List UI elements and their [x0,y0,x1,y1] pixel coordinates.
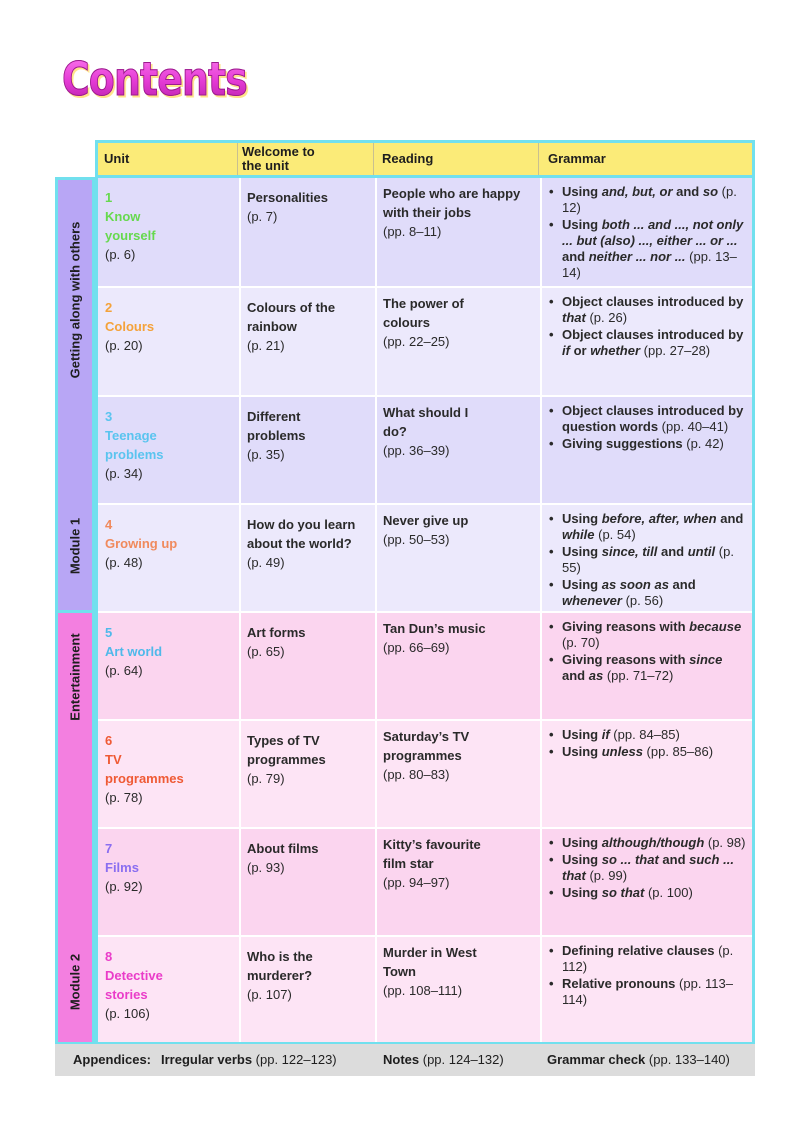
reading-cell [376,829,539,935]
welcome-title: Who is the murderer? [247,949,313,983]
unit-number: 7 [105,841,113,856]
contents-table [55,140,755,1045]
module-2-label: Module 2 [67,953,83,1011]
reading-cell [376,505,539,611]
unit-cell [98,288,238,395]
unit-number: 2 [105,300,113,315]
irregular-verbs-pages: (pp. 122–123) [255,1052,337,1067]
welcome-cell [240,178,374,286]
unit-number: 8 [105,949,113,964]
welcome-page: (p. 21) [247,338,285,353]
grammar-cell [541,178,752,286]
unit-name: Growing up [105,536,178,551]
welcome-cell [240,505,374,611]
unit-cell [98,178,238,286]
unit-name: Art world [105,644,163,659]
reading-title: What should I do? [383,405,469,439]
welcome-page: (p. 65) [247,644,285,659]
welcome-page: (p. 35) [247,447,285,462]
grammar-cell [541,397,752,503]
module-1-theme: Getting along with others [67,222,83,379]
unit-page: (p. 48) [105,555,143,570]
reading-cell [376,288,539,395]
welcome-cell [240,397,374,503]
welcome-title: Different problems [247,409,306,443]
unit-row [98,613,752,719]
unit-cell [98,721,238,827]
reading-cell [376,397,539,503]
header-grammar: Grammar [548,150,606,166]
reading-cell [376,721,539,827]
unit-name: TV programmes [105,752,184,786]
unit-page: (p. 92) [105,879,143,894]
unit-name: Colours [105,319,155,334]
welcome-page: (p. 107) [247,987,292,1002]
reading-cell [376,613,539,719]
welcome-cell [240,613,374,719]
reading-title: Never give up [383,513,469,528]
reading-page: (pp. 8–11) [383,224,442,239]
welcome-page: (p. 79) [247,771,285,786]
grammar-cell [541,937,752,1045]
module-2-theme: Entertainment [67,633,83,722]
grammar-item: • Using so ... that and such ... that (p. 99) [549,852,746,884]
grammar-item: • Relative pronouns (pp. 113–114) [549,976,746,1008]
unit-page: (p. 34) [105,466,143,481]
reading-page: (pp. 22–25) [383,334,450,349]
reading-title: Saturday’s TV programmes [383,729,470,763]
appendices-label: Appendices: [73,1052,152,1067]
unit-cell [98,397,238,503]
appendices-bar [55,1044,755,1076]
grammar-item: • Object clauses introduced by if or whether (pp. 27–28) [549,327,746,359]
grammar-item: • Object clauses introduced by question words (pp. 40–41) [549,403,746,435]
unit-cell [98,937,238,1045]
grammar-cell [541,505,752,611]
reading-title: Murder in West Town [383,945,477,979]
unit-number: 6 [105,733,113,748]
unit-cell [98,613,238,719]
grammar-cell [541,721,752,827]
page-title: Contents [62,52,247,106]
unit-page: (p. 20) [105,338,143,353]
unit-row [98,829,752,935]
unit-cell [98,829,238,935]
welcome-title: Types of TV programmes [247,733,326,767]
unit-page: (p. 106) [105,1006,150,1021]
grammar-item: • Giving reasons with because (p. 70) [549,619,746,651]
reading-page: (pp. 66–69) [383,640,450,655]
grammar-check-label: Grammar check [547,1052,646,1067]
reading-page: (pp. 108–111) [383,983,463,998]
grammar-item: • Using and, but, or and so (p. 12) [549,184,746,216]
reading-page: (pp. 50–53) [383,532,450,547]
grammar-cell [541,288,752,395]
unit-cell [98,505,238,611]
grammar-item: • Using before, after, when and while (p. 54) [549,511,746,543]
welcome-page: (p. 93) [247,860,285,875]
unit-name: Know yourself [105,209,156,243]
table-header [95,140,755,178]
welcome-title: Personalities [247,190,328,205]
unit-row [98,288,752,395]
reading-page: (pp. 80–83) [383,767,450,782]
grammar-cell [541,613,752,719]
reading-page: (pp. 36–39) [383,443,450,458]
reading-title: The power of colours [383,296,464,330]
unit-page: (p. 6) [105,247,136,262]
reading-cell [376,937,539,1045]
reading-title: People who are happy with their jobs [383,186,521,220]
unit-name: Films [105,860,139,875]
grammar-item: • Using so that (p. 100) [549,885,746,901]
welcome-page: (p. 7) [247,209,278,224]
irregular-verbs-label: Irregular verbs [161,1052,253,1067]
welcome-title: Colours of the rainbow [247,300,336,334]
header-welcome: Welcome to the unit [242,143,315,173]
unit-row [98,721,752,827]
grammar-check-pages: (pp. 133–140) [648,1052,730,1067]
welcome-cell [240,288,374,395]
grammar-item: • Defining relative clauses (p. 112) [549,943,746,975]
grammar-item: • Giving suggestions (p. 42) [549,436,746,452]
notes-label: Notes [383,1052,420,1067]
unit-row [98,397,752,503]
unit-name: Teenage problems [105,428,164,462]
header-unit: Unit [104,150,130,166]
welcome-cell [240,937,374,1045]
welcome-cell [240,721,374,827]
unit-name: Detective stories [105,968,163,1002]
header-reading: Reading [382,150,434,166]
unit-number: 5 [105,625,113,640]
unit-page: (p. 64) [105,663,143,678]
unit-row [98,505,752,611]
module-1-label: Module 1 [67,517,83,574]
welcome-title: Art forms [247,625,306,640]
unit-number: 3 [105,409,113,424]
reading-title: Tan Dun’s music [383,621,486,636]
welcome-title: About films [247,841,319,856]
welcome-cell [240,829,374,935]
welcome-page: (p. 49) [247,555,285,570]
reading-cell [376,178,539,286]
grammar-item: • Using unless (pp. 85–86) [549,744,746,760]
grammar-item: • Using although/though (p. 98) [549,835,746,851]
grammar-item: • Using since, till and until (p. 55) [549,544,746,576]
grammar-item: • Giving reasons with since and as (pp. 71–72) [549,652,746,684]
unit-page: (p. 78) [105,790,143,805]
grammar-item: • Using as soon as and whenever (p. 56) [549,577,746,609]
reading-page: (pp. 94–97) [383,875,450,890]
notes-pages: (pp. 124–132) [422,1052,504,1067]
grammar-item: • Object clauses introduced by that (p. 26) [549,294,746,326]
grammar-cell [541,829,752,935]
unit-row [98,937,752,1045]
unit-number: 4 [105,517,113,532]
module-1-bar [55,177,95,613]
unit-row [98,178,752,286]
welcome-title: How do you learn about the world? [247,517,356,551]
reading-title: Kitty’s favourite film star [383,837,481,871]
grammar-item: • Using both ... and ..., not only ... but (also) ..., either ... or ... and neither ... nor ... (pp. 13–14) [549,217,746,281]
module-2-bar [55,610,95,1045]
grammar-item: • Using if (pp. 84–85) [549,727,746,743]
unit-number: 1 [105,190,113,205]
